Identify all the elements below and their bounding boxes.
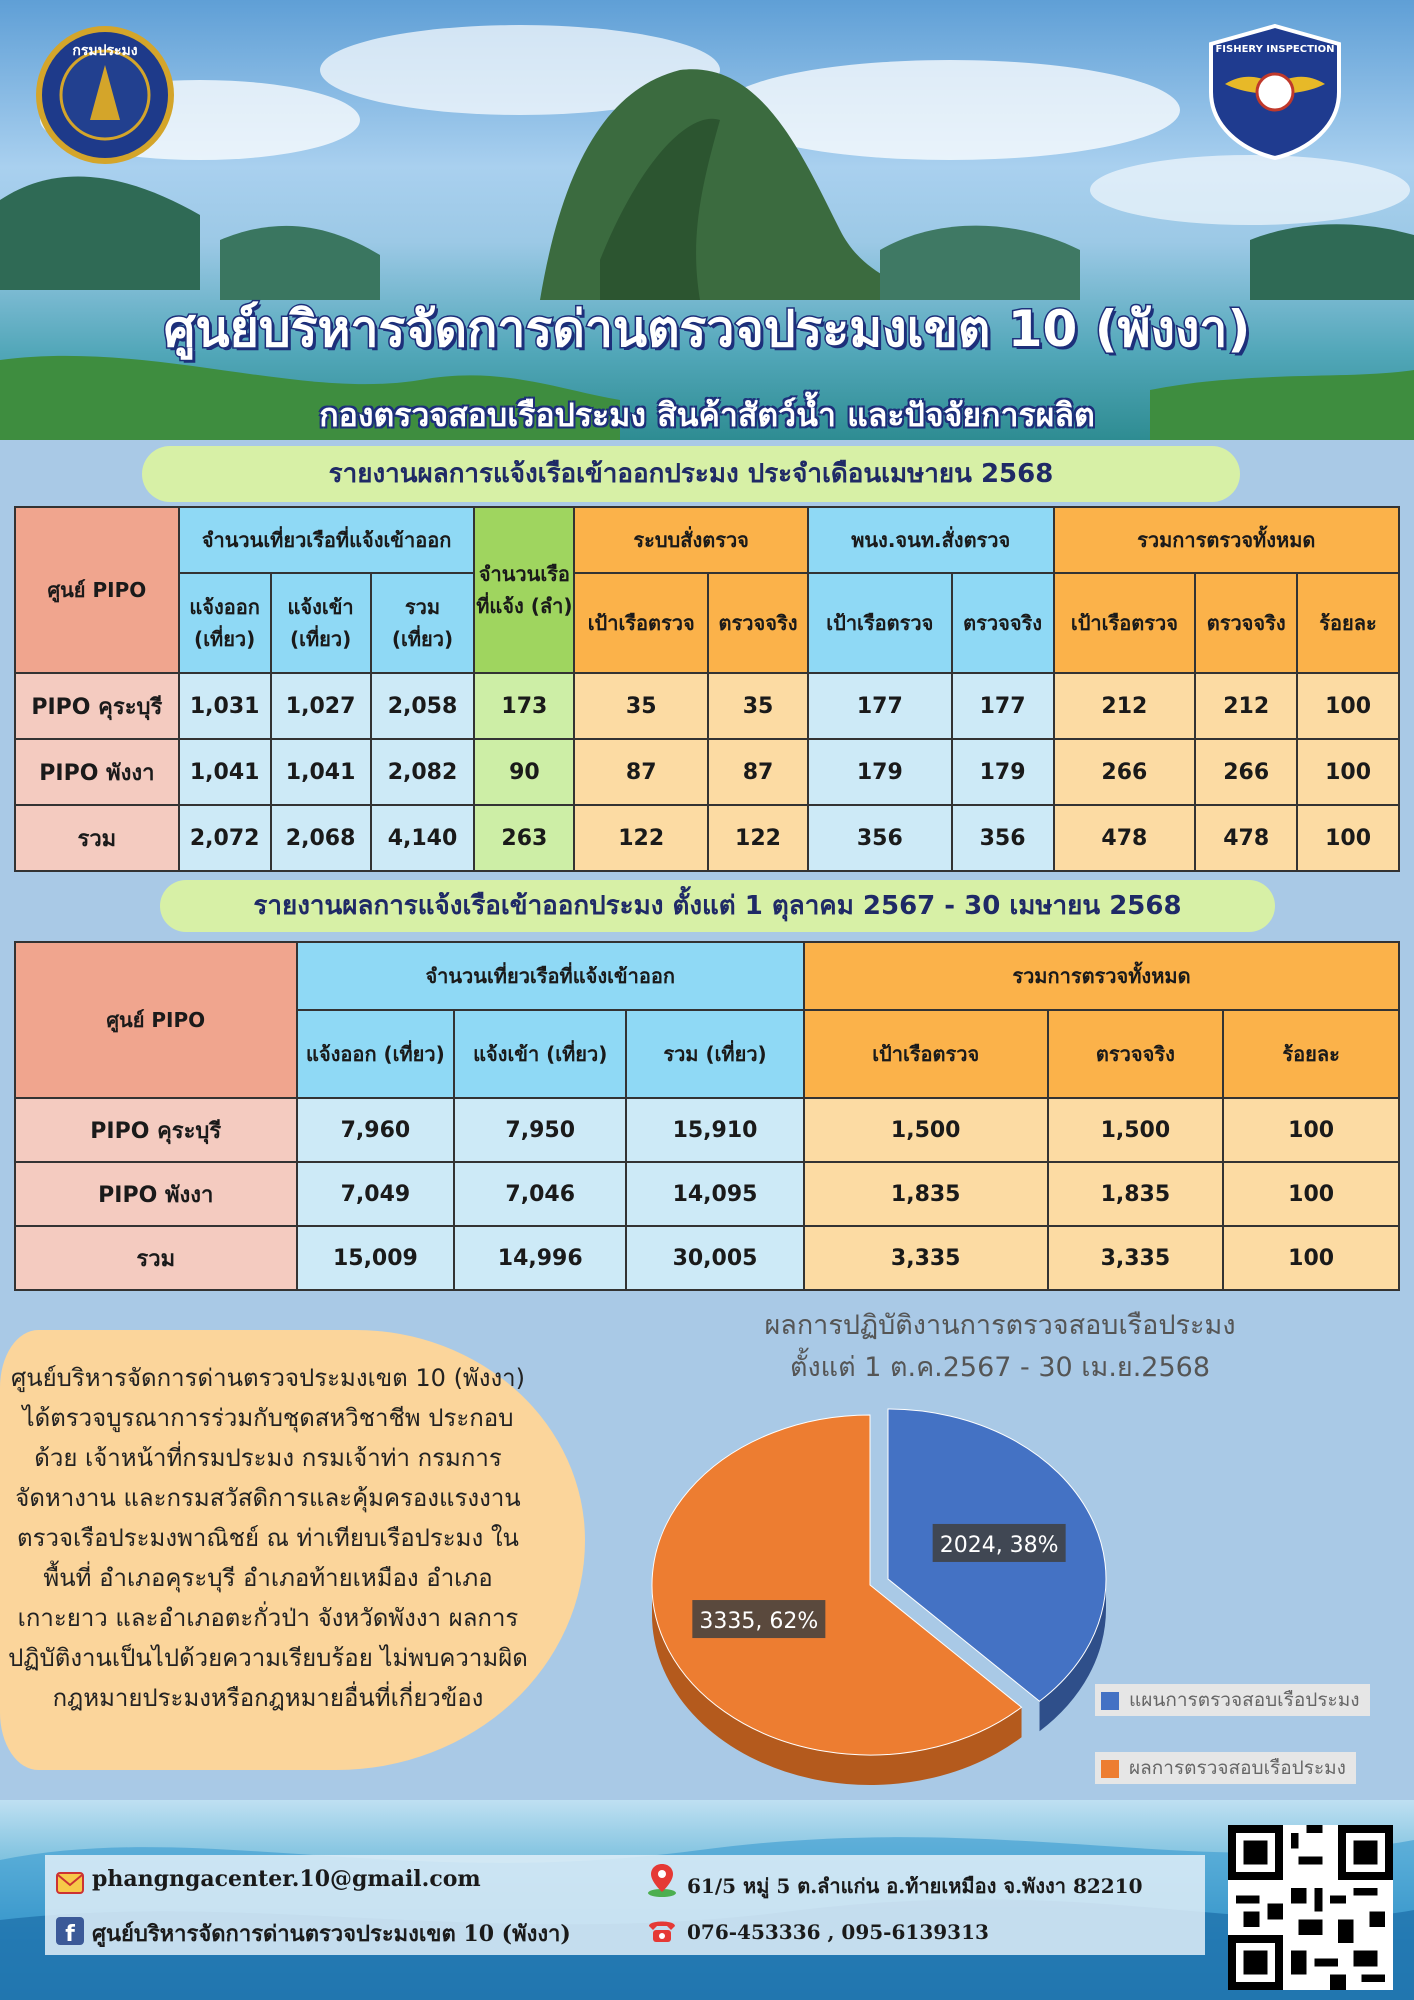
header-total: รวม (เที่ยว) <box>626 1010 804 1098</box>
cell-officer-target: 179 <box>808 739 952 805</box>
row-name: PIPO คุระบุรี <box>15 1098 297 1162</box>
cell-out: 7,049 <box>297 1162 455 1226</box>
cell-boats: 90 <box>474 739 574 805</box>
cell-total: 2,058 <box>371 673 475 739</box>
header-officer-target: เป้าเรือตรวจ <box>808 573 952 673</box>
cell-out: 1,031 <box>179 673 271 739</box>
cell-officer-target: 356 <box>808 805 952 871</box>
department-of-fisheries-logo <box>35 25 175 165</box>
cell-system-target: 87 <box>574 739 708 805</box>
table-row <box>15 673 1399 739</box>
header-out: แจ้งออก (เที่ยว) <box>297 1010 455 1098</box>
cell-in: 7,950 <box>454 1098 626 1162</box>
table-row-total <box>15 1226 1399 1290</box>
cell-total: 30,005 <box>626 1226 804 1290</box>
page-subtitle: กองตรวจสอบเรือประมง สินค้าสัตว์น้ำ และปัจจัยการผลิต <box>319 396 1095 434</box>
monthly-report-table <box>14 506 1400 872</box>
landscape-illustration <box>0 0 1414 440</box>
header-officer-actual: ตรวจจริง <box>952 573 1054 673</box>
cell-out: 15,009 <box>297 1226 455 1290</box>
cell-all-target: 266 <box>1054 739 1196 805</box>
cell-actual: 1,835 <box>1048 1162 1224 1226</box>
cell-total: 15,910 <box>626 1098 804 1162</box>
cell-system-target: 35 <box>574 673 708 739</box>
svg-text:3335, 62%: 3335, 62% <box>699 1609 819 1635</box>
header-system-target: เป้าเรือตรวจ <box>574 573 708 673</box>
cell-percent: 100 <box>1223 1226 1399 1290</box>
cell-all-target: 212 <box>1054 673 1196 739</box>
table-row <box>15 739 1399 805</box>
cell-percent: 100 <box>1297 805 1399 871</box>
qr-code[interactable] <box>1228 1825 1393 1990</box>
contact-facebook[interactable]: ศูนย์บริหารจัดการด่านตรวจประมงเขต 10 (พังงา) <box>92 1921 571 1947</box>
fishery-inspection-badge <box>1205 22 1345 162</box>
cell-percent: 100 <box>1297 739 1399 805</box>
cell-in: 14,996 <box>454 1226 626 1290</box>
cell-out: 1,041 <box>179 739 271 805</box>
contact-phone: 076-453336 , 095-6139313 <box>687 1920 989 1944</box>
row-name: PIPO คุระบุรี <box>15 673 179 739</box>
cell-in: 2,068 <box>271 805 371 871</box>
legend-label-result: ผลการตรวจสอบเรือประมง <box>1129 1757 1346 1779</box>
cell-out: 2,072 <box>179 805 271 871</box>
chart-subtitle: ตั้งแต่ 1 ต.ค.2567 - 30 เม.ย.2568 <box>789 1352 1211 1383</box>
contact-email[interactable]: phangngacenter.10@gmail.com <box>92 1866 481 1892</box>
cell-system-actual: 122 <box>708 805 808 871</box>
summary-text: ศูนย์บริหารจัดการด่านตรวจประมงเขต 10 (พังงา) ได้ตรวจบูรณาการร่วมกับชุดสหวิชาชีพ ประกอบด้วย เจ้าหน้าที่กรมประมง กรมเจ้าท่า กรมการจัดหางาน และกรมสวัสดิการและคุ้มครองแรงงานตรวจเรือประมงพาณิชย์ ณ ท่าเทียบเรือประมง ในพื้นที่ อำเภอคุระบุรี อำเภอท้ายเหมือง อำเภอเกาะยาว และอำเภอตะกั่วป่า จังหวัดพังงา ผลการปฏิบัติงานเป็นไปด้วยความเรียบร้อย ไม่พบความผิดกฎหมายประมงหรือกฎหมายอื่นที่เกี่ยวข้อง <box>8 1364 528 1712</box>
email-icon <box>55 1868 85 1898</box>
page-title: ศูนย์บริหารจัดการด่านตรวจประมงเขต 10 (พังงา) <box>163 300 1251 358</box>
legend-item-plan <box>1095 1684 1370 1716</box>
cell-officer-actual: 179 <box>952 739 1054 805</box>
cell-system-actual: 87 <box>708 739 808 805</box>
cell-system-actual: 35 <box>708 673 808 739</box>
header-center: ศูนย์ PIPO <box>15 507 179 673</box>
pie-data-label-0 <box>933 1524 1066 1562</box>
cell-total: 2,082 <box>371 739 475 805</box>
header-actual: ตรวจจริง <box>1048 1010 1224 1098</box>
legend-swatch-result <box>1101 1760 1119 1778</box>
chart-title-block <box>600 1305 1400 1389</box>
table-row-total <box>15 805 1399 871</box>
location-pin-icon <box>645 1862 679 1898</box>
header-percent: ร้อยละ <box>1223 1010 1399 1098</box>
hero-banner <box>0 0 1414 440</box>
header-center: ศูนย์ PIPO <box>15 942 297 1098</box>
svg-text:2024, 38%: 2024, 38% <box>939 1532 1059 1558</box>
cell-officer-actual: 356 <box>952 805 1054 871</box>
cumulative-report-title: รายงานผลการแจ้งเรือเข้าออกประมง ตั้งแต่ 1 ตุลาคม 2567 - 30 เมษายน 2568 <box>160 880 1275 932</box>
header-all-target: เป้าเรือตรวจ <box>1054 573 1196 673</box>
cell-in: 1,027 <box>271 673 371 739</box>
header-system-group: ระบบสั่งตรวจ <box>574 507 808 573</box>
legend-swatch-plan <box>1101 1692 1119 1710</box>
header-out: แจ้งออก (เที่ยว) <box>179 573 271 673</box>
cell-target: 1,500 <box>804 1098 1048 1162</box>
cell-target: 1,835 <box>804 1162 1048 1226</box>
row-name: PIPO พังงา <box>15 739 179 805</box>
contact-address: 61/5 หมู่ 5 ต.ลำแก่น อ.ท้ายเหมือง จ.พังงา 82210 <box>687 1874 1143 1898</box>
header-in: แจ้งเข้า (เที่ยว) <box>271 573 371 673</box>
cell-system-target: 122 <box>574 805 708 871</box>
cell-officer-actual: 177 <box>952 673 1054 739</box>
svg-text:กรมประมง: กรมประมง <box>72 43 138 59</box>
svg-text:f: f <box>65 1922 75 1946</box>
row-name: รวม <box>15 805 179 871</box>
legend-item-result <box>1095 1752 1356 1784</box>
header-total: รวม (เที่ยว) <box>371 573 475 673</box>
svg-text:FISHERY INSPECTION: FISHERY INSPECTION <box>1215 44 1335 55</box>
table-row <box>15 1162 1399 1226</box>
cell-actual: 3,335 <box>1048 1226 1224 1290</box>
cell-boats: 173 <box>474 673 574 739</box>
cell-actual: 1,500 <box>1048 1098 1224 1162</box>
legend-label-plan: แผนการตรวจสอบเรือประมง <box>1129 1689 1360 1711</box>
cell-total: 14,095 <box>626 1162 804 1226</box>
cell-all-actual: 212 <box>1195 673 1297 739</box>
cell-target: 3,335 <box>804 1226 1048 1290</box>
cell-percent: 100 <box>1223 1098 1399 1162</box>
header-boats: จำนวนเรือที่แจ้ง (ลำ) <box>474 507 574 673</box>
header-system-actual: ตรวจจริง <box>708 573 808 673</box>
table-row <box>15 1098 1399 1162</box>
cell-officer-target: 177 <box>808 673 952 739</box>
cell-all-target: 478 <box>1054 805 1196 871</box>
header-target: เป้าเรือตรวจ <box>804 1010 1048 1098</box>
phone-icon <box>645 1916 679 1946</box>
header-in: แจ้งเข้า (เที่ยว) <box>454 1010 626 1098</box>
cell-percent: 100 <box>1297 673 1399 739</box>
cell-total: 4,140 <box>371 805 475 871</box>
cell-all-actual: 478 <box>1195 805 1297 871</box>
cell-all-actual: 266 <box>1195 739 1297 805</box>
monthly-report-title: รายงานผลการแจ้งเรือเข้าออกประมง ประจำเดือนเมษายน 2568 <box>142 446 1240 502</box>
header-trips-group: จำนวนเที่ยวเรือที่แจ้งเข้าออก <box>179 507 475 573</box>
cumulative-report-table <box>14 941 1400 1291</box>
cell-boats: 263 <box>474 805 574 871</box>
cell-percent: 100 <box>1223 1162 1399 1226</box>
facebook-icon <box>55 1916 85 1946</box>
header-officer-group: พนง.จนท.สั่งตรวจ <box>808 507 1054 573</box>
header-all-group: รวมการตรวจทั้งหมด <box>1054 507 1399 573</box>
header-percent: ร้อยละ <box>1297 573 1399 673</box>
header-all-actual: ตรวจจริง <box>1195 573 1297 673</box>
cell-in: 7,046 <box>454 1162 626 1226</box>
cell-in: 1,041 <box>271 739 371 805</box>
row-name: PIPO พังงา <box>15 1162 297 1226</box>
pie-chart <box>600 1400 1400 1800</box>
pie-data-label-1 <box>692 1600 825 1638</box>
row-name: รวม <box>15 1226 297 1290</box>
header-trips-group: จำนวนเที่ยวเรือที่แจ้งเข้าออก <box>297 942 804 1010</box>
cell-out: 7,960 <box>297 1098 455 1162</box>
header-all-group: รวมการตรวจทั้งหมด <box>804 942 1399 1010</box>
chart-title: ผลการปฏิบัติงานการตรวจสอบเรือประมง <box>764 1310 1236 1341</box>
